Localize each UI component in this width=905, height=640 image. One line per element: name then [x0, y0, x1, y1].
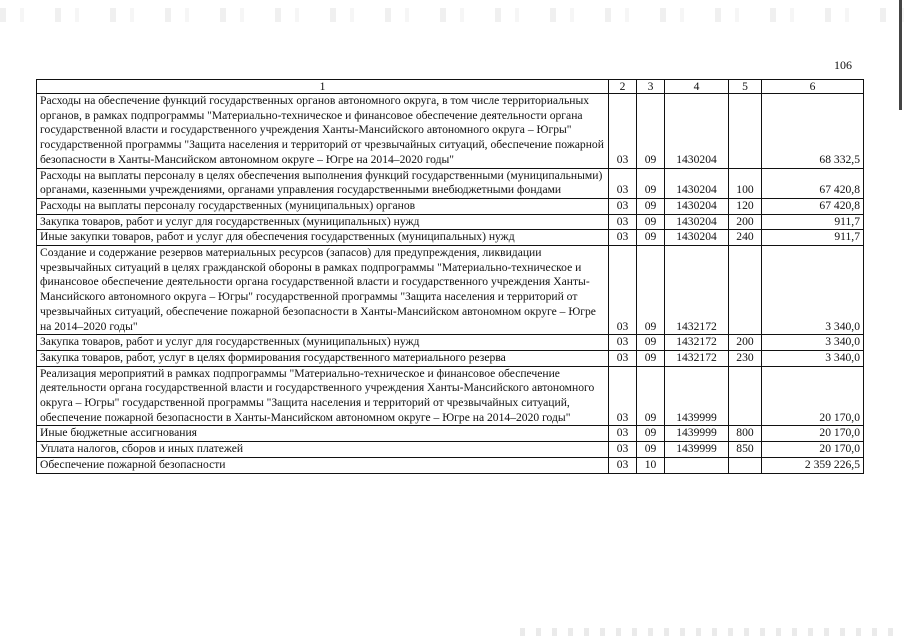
row-target-article-cell: 1430204: [665, 168, 729, 198]
row-name-cell: Расходы на обеспечение функций государственных органов автономного округа, в том числе территориальных органов, в рамках подпрограммы "Материально-техническое и финансовое обеспечение деятельности органа государственной власти и государственного учреждения Ханты-Мансийского автономного округа – Югры" государственной программы "Защита населения и территорий от чрезвычайных ситуаций, обеспечение пожарной безопасности в Ханты-Мансийском автономном округе – Югре на 2014–2020 годы": [37, 94, 609, 169]
scan-artifact-right-edge: [899, 0, 902, 110]
row-amount-cell: 68 332,5: [762, 94, 864, 169]
row-subsection-cell: 09: [637, 246, 665, 335]
row-section-cell: 03: [609, 214, 637, 230]
header-cell-5: 5: [729, 80, 762, 94]
row-name-cell: Иные бюджетные ассигнования: [37, 426, 609, 442]
row-name-cell: Расходы на выплаты персоналу государственных (муниципальных) органов: [37, 198, 609, 214]
row-target-article-cell: 1430204: [665, 198, 729, 214]
row-target-article-cell: 1430204: [665, 230, 729, 246]
row-target-article-cell: 1439999: [665, 426, 729, 442]
row-section-cell: 03: [609, 442, 637, 458]
row-section-cell: 03: [609, 230, 637, 246]
row-subsection-cell: 09: [637, 442, 665, 458]
table-row: [37, 198, 864, 214]
row-amount-cell: 3 340,0: [762, 246, 864, 335]
row-expense-type-cell: 200: [729, 335, 762, 351]
row-amount-cell: 911,7: [762, 230, 864, 246]
row-section-cell: 03: [609, 168, 637, 198]
row-expense-type-cell: [729, 457, 762, 473]
row-target-article-cell: 1439999: [665, 442, 729, 458]
row-name-cell: Иные закупки товаров, работ и услуг для обеспечения государственных (муниципальных) нужд: [37, 230, 609, 246]
row-amount-cell: 3 340,0: [762, 350, 864, 366]
row-section-cell: 03: [609, 350, 637, 366]
row-expense-type-cell: 100: [729, 168, 762, 198]
table-row: [37, 168, 864, 198]
row-target-article-cell: 1432172: [665, 246, 729, 335]
table-header-row: [37, 80, 864, 94]
row-section-cell: 03: [609, 366, 637, 426]
row-section-cell: 03: [609, 246, 637, 335]
row-expense-type-cell: [729, 246, 762, 335]
row-amount-cell: 20 170,0: [762, 426, 864, 442]
row-section-cell: 03: [609, 335, 637, 351]
row-subsection-cell: 09: [637, 168, 665, 198]
row-section-cell: 03: [609, 457, 637, 473]
table-row: [37, 230, 864, 246]
row-subsection-cell: 09: [637, 335, 665, 351]
table-row: [37, 366, 864, 426]
table-row: [37, 350, 864, 366]
row-expense-type-cell: 800: [729, 426, 762, 442]
row-target-article-cell: 1439999: [665, 366, 729, 426]
row-expense-type-cell: [729, 94, 762, 169]
scan-artifact-bottom: [520, 628, 900, 636]
row-section-cell: 03: [609, 198, 637, 214]
row-amount-cell: 20 170,0: [762, 366, 864, 426]
row-expense-type-cell: 230: [729, 350, 762, 366]
header-cell-2: 2: [609, 80, 637, 94]
row-target-article-cell: [665, 457, 729, 473]
row-subsection-cell: 09: [637, 214, 665, 230]
page-number: 106: [834, 58, 852, 72]
row-name-cell: Создание и содержание резервов материальных ресурсов (запасов) для предупреждения, ликвидации чрезвычайных ситуаций в целях гражданской обороны в рамках подпрограммы "Материально-техническое и финансовое обеспечение деятельности органа государственной власти и государственного учреждения Ханты-Мансийского автономного округа – Югры" государственной программы "Защита населения и территорий от чрезвычайных ситуаций, обеспечение пожарной безопасности в Ханты-Мансийском автономном округе – Югре на 2014–2020 годы": [37, 246, 609, 335]
row-name-cell: Закупка товаров, работ и услуг для государственных (муниципальных) нужд: [37, 335, 609, 351]
row-expense-type-cell: 200: [729, 214, 762, 230]
row-name-cell: Закупка товаров, работ, услуг в целях формирования государственного материального резерва: [37, 350, 609, 366]
table-row: [37, 94, 864, 169]
row-target-article-cell: 1432172: [665, 335, 729, 351]
header-cell-6: 6: [762, 80, 864, 94]
table-row: [37, 442, 864, 458]
table-row: [37, 246, 864, 335]
budget-table: [36, 79, 864, 474]
row-name-cell: Закупка товаров, работ и услуг для государственных (муниципальных) нужд: [37, 214, 609, 230]
row-subsection-cell: 09: [637, 350, 665, 366]
header-cell-3: 3: [637, 80, 665, 94]
row-amount-cell: 20 170,0: [762, 442, 864, 458]
row-section-cell: 03: [609, 426, 637, 442]
row-name-cell: Реализация мероприятий в рамках подпрограммы "Материально-техническое и финансовое обеспечение деятельности органа государственной власти и государственного учреждения Ханты-Мансийского автономного округа – Югры" государственной программы "Защита населения и территорий от чрезвычайных ситуаций, обеспечение пожарной безопасности в Ханты-Мансийском автономном округе – Югре на 2014–2020 годы": [37, 366, 609, 426]
table-row: [37, 457, 864, 473]
row-subsection-cell: 10: [637, 457, 665, 473]
row-name-cell: Обеспечение пожарной безопасности: [37, 457, 609, 473]
row-expense-type-cell: 120: [729, 198, 762, 214]
table-row: [37, 335, 864, 351]
row-section-cell: 03: [609, 94, 637, 169]
row-target-article-cell: 1430204: [665, 94, 729, 169]
row-expense-type-cell: [729, 366, 762, 426]
row-name-cell: Уплата налогов, сборов и иных платежей: [37, 442, 609, 458]
row-amount-cell: 67 420,8: [762, 198, 864, 214]
row-target-article-cell: 1430204: [665, 214, 729, 230]
row-name-cell: Расходы на выплаты персоналу в целях обеспечения выполнения функций государственными (муниципальными) органами, казенными учреждениями, органами управления государственными внебюджетными фондами: [37, 168, 609, 198]
header-cell-1: 1: [37, 80, 609, 94]
scan-artifact-top: [0, 8, 905, 22]
row-amount-cell: 911,7: [762, 214, 864, 230]
row-amount-cell: 3 340,0: [762, 335, 864, 351]
header-cell-4: 4: [665, 80, 729, 94]
table-row: [37, 214, 864, 230]
row-expense-type-cell: 240: [729, 230, 762, 246]
row-subsection-cell: 09: [637, 94, 665, 169]
row-subsection-cell: 09: [637, 366, 665, 426]
row-subsection-cell: 09: [637, 426, 665, 442]
row-amount-cell: 2 359 226,5: [762, 457, 864, 473]
row-subsection-cell: 09: [637, 198, 665, 214]
row-expense-type-cell: 850: [729, 442, 762, 458]
row-target-article-cell: 1432172: [665, 350, 729, 366]
row-subsection-cell: 09: [637, 230, 665, 246]
row-amount-cell: 67 420,8: [762, 168, 864, 198]
table-row: [37, 426, 864, 442]
